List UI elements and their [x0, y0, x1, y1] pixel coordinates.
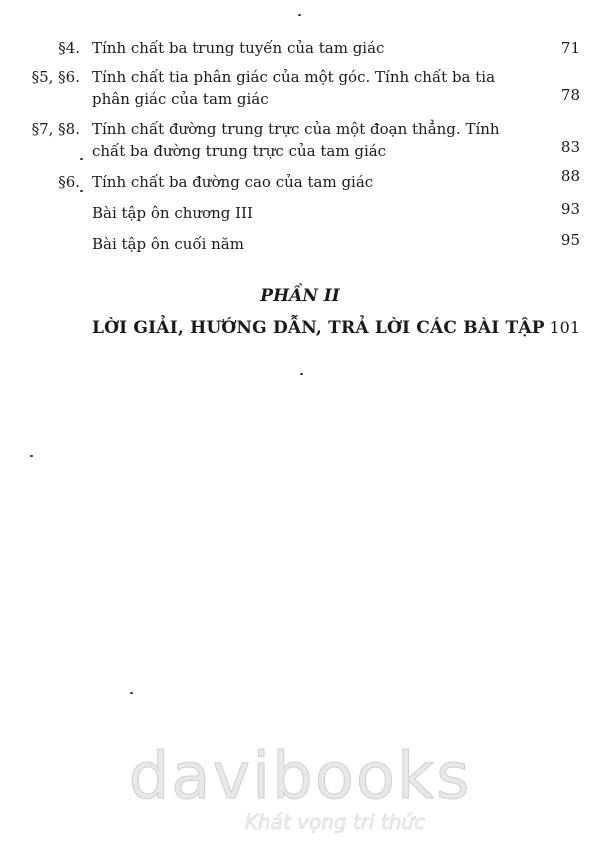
toc-entry-title-line: Bài tập ôn cuối năm [92, 235, 244, 253]
toc-entry-title [92, 37, 522, 59]
toc-section-number: §5, §6. [31, 68, 80, 86]
toc-page-number: 95 [560, 231, 580, 249]
toc-entry-title-line: chất ba đường trung trực của tam giác [92, 142, 387, 160]
toc-entry-title-line: phân giác của tam giác [92, 90, 269, 108]
toc-entry-title [92, 233, 522, 255]
scan-speck [130, 692, 133, 694]
toc-entry-title [92, 66, 522, 110]
toc-section-number: §6. [58, 173, 80, 191]
scan-speck [298, 14, 301, 16]
scan-speck [30, 455, 33, 457]
scan-speck [300, 373, 303, 375]
scan-speck [80, 190, 83, 192]
toc-page-number: 78 [560, 86, 580, 104]
watermark [0, 740, 600, 834]
part-heading: PHẦN II [260, 286, 340, 306]
toc-entry-title-line: Tính chất ba trung tuyến của tam giác [92, 39, 385, 57]
toc-page-number: 83 [560, 138, 580, 156]
toc-page-number: 93 [560, 200, 580, 218]
toc-entry-title-line: Bài tập ôn chương III [92, 204, 253, 222]
toc-page-number: 71 [560, 39, 580, 57]
toc-section-number: §7, §8. [31, 120, 80, 138]
toc-entry-title-line: Tính chất tia phân giác của một góc. Tính chất ba tia [92, 68, 496, 86]
toc-section-number: §4. [58, 39, 80, 57]
part-title: LỜI GIẢI, HƯỚNG DẪN, TRẢ LỜI CÁC BÀI TẬP [92, 318, 545, 338]
scan-speck [80, 158, 83, 160]
toc-entry-title [92, 118, 522, 162]
watermark-tagline: Khát vọng tri thức [244, 810, 426, 834]
watermark-logo: davibooks [128, 740, 472, 814]
toc-entry-title-line: Tính chất ba đường cao của tam giác [92, 173, 374, 191]
toc-entry-title-line: Tính chất đường trung trực của một đoạn thẳng. Tính [92, 120, 500, 138]
toc-entry-title [92, 202, 522, 224]
toc-page-number: 88 [560, 167, 580, 185]
toc-page-number: 101 [549, 318, 580, 337]
toc-entry-title [92, 171, 522, 193]
